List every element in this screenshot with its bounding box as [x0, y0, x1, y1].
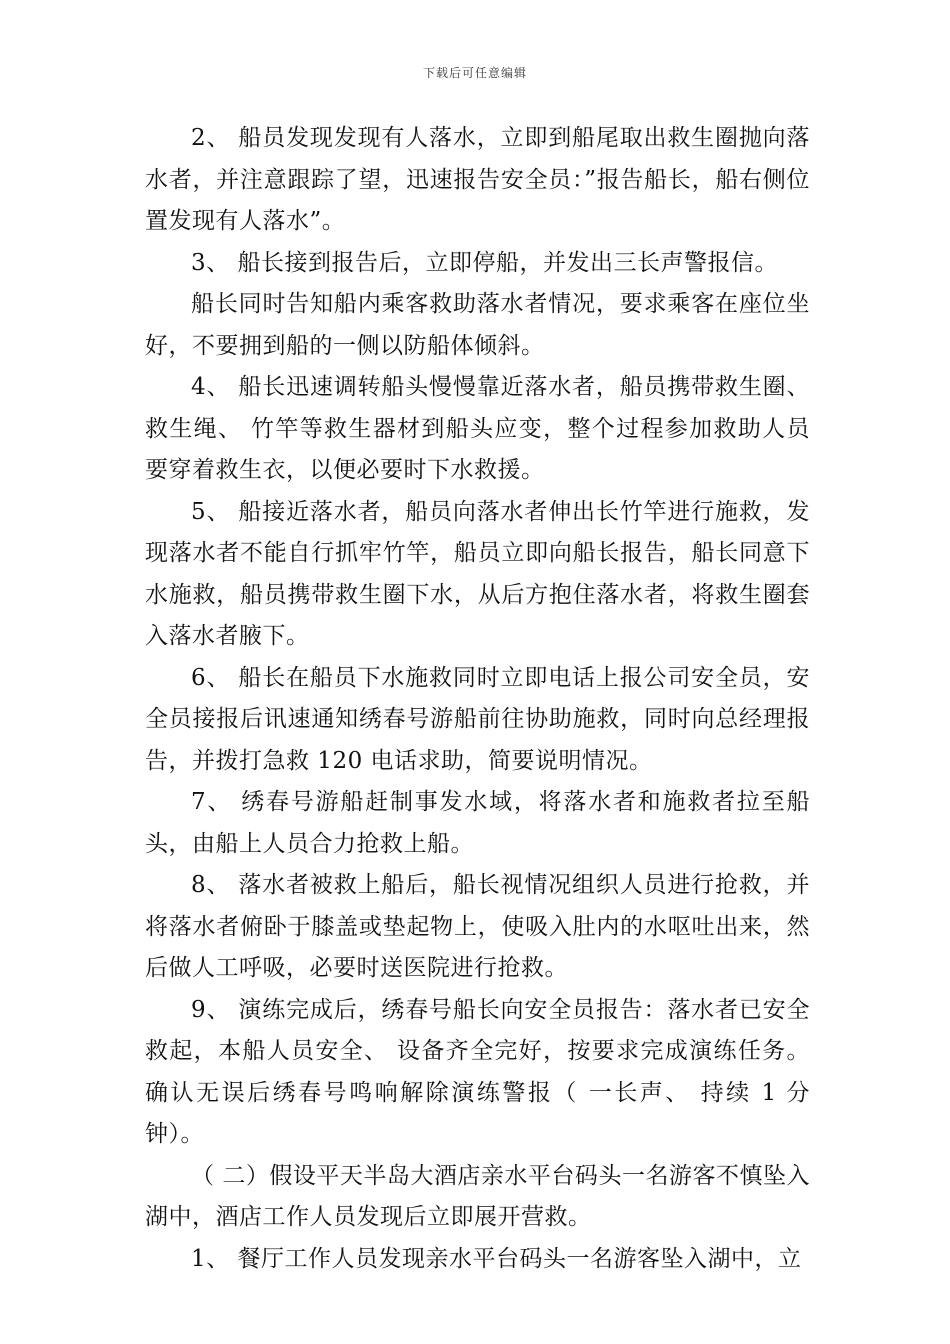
paragraph-step-3: 3、 船长接到报告后，立即停船，并发出三长声警报信。 — [191, 249, 778, 276]
paragraph-step-8: 8、 落水者被救上船后，船长视情况组织人员进行抢救，并将落水者俯卧于膝盖或垫起物上，使吸入肚内的水呕吐出来，然后做人工呼吸，必要时送医院进行抢救。 — [145, 872, 810, 981]
page-header: 下载后可任意编辑 — [422, 66, 527, 80]
paragraph-step-9: 9、 演练完成后，绣春号船长向安全员报告：落水者已安全救起，本船人员安全、 设备齐全完好，按要求完成演练任务。确认无误后绣春号鸣响解除演练警报（ 一长声、 持续 1 分钟）。 — [145, 996, 810, 1147]
paragraph-step-5: 5、 船接近落水者，船员向落水者伸出长竹竿进行施救，发现落水者不能自行抓牢竹竿，船员立即向船长报告，船长同意下水施救，船员携带救生圈下水，从后方抱住落水者，将救生圈套入落水者腋下。 — [145, 498, 810, 649]
paragraph-step-2: 2、 船员发现发现有人落水，立即到船尾取出救生圈抛向落水者，并注意跟踪了望，迅速报告安全员：”报告船长，船右侧位置发现有人落水”。 — [145, 125, 810, 234]
paragraph-step-7: 7、 绣春号游船赶制事发水域，将落水者和施救者拉至船头，由船上人员合力抢救上船。 — [145, 789, 810, 857]
document-body — [145, 118, 810, 1280]
paragraph-step-6: 6、 船长在船员下水施救同时立即电话上报公司安全员，安全员接报后讯速通知绣春号游船前往协助施救，同时向总经理报告，并拨打急救 120 电话求助，简要说明情况。 — [145, 664, 810, 774]
paragraph-captain-notice: 船长同时告知船内乘客救助落水者情况，要求乘客在座位坐好，不要拥到船的一侧以防船体倾斜。 — [145, 291, 810, 359]
paragraph-step-4: 4、 船长迅速调转船头慢慢靠近落水者，船员携带救生圈、救生绳、 竹竿等救生器材到船头应变，整个过程参加救助人员要穿着救生衣，以便必要时下水救援。 — [145, 374, 810, 483]
paragraph-section-2: （ 二）假设平天半岛大酒店亲水平台码头一名游客不慎坠入湖中，酒店工作人员发现后立即展开营救。 — [145, 1162, 810, 1230]
paragraph-section-2-step-1: 1、 餐厅工作人员发现亲水平台码头一名游客坠入湖中，立 — [191, 1245, 802, 1272]
